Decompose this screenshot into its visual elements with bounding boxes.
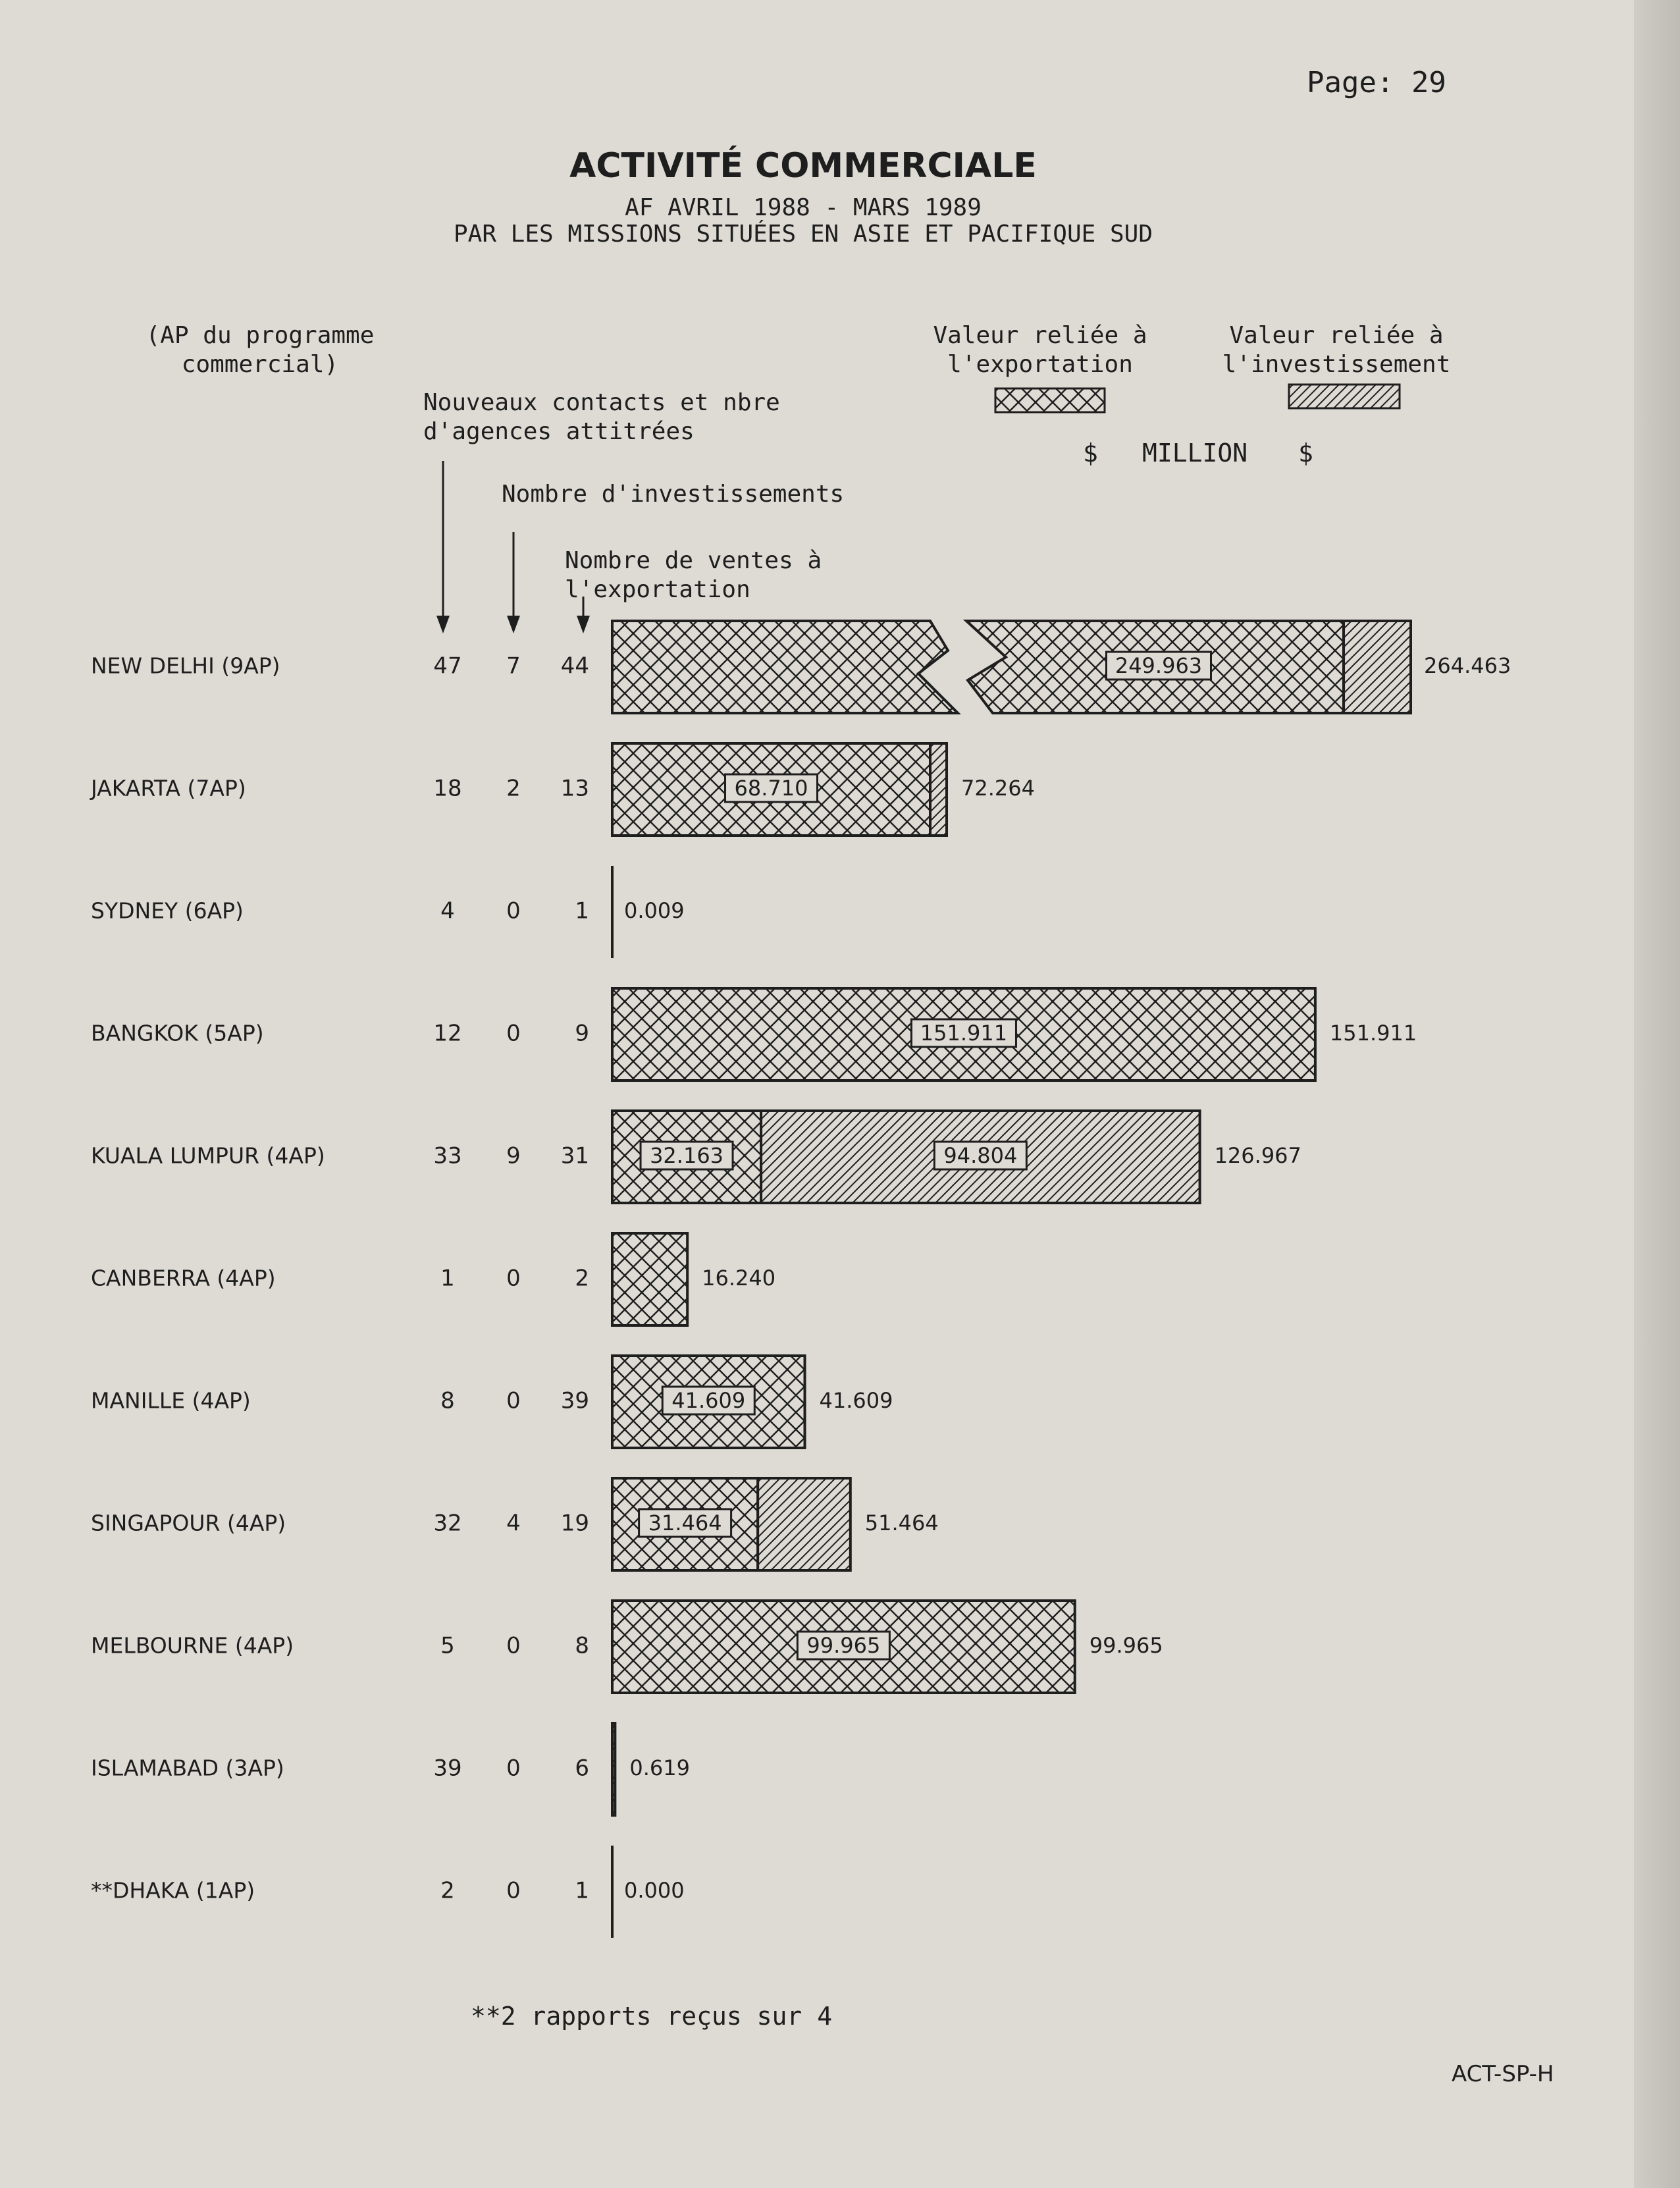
row-label: MANILLE (4AP) [91,1387,251,1414]
total-value-label: 0.619 [629,1755,690,1780]
chart-row [91,1723,690,1815]
total-value-label: 41.609 [819,1388,893,1413]
chart-row [91,1111,1301,1203]
legend-invest-swatch [1289,385,1400,408]
sales-value: 8 [575,1632,589,1659]
units-dollar-right: $ [1298,439,1313,467]
invest-bar [1344,621,1411,713]
investments-value: 0 [506,1877,521,1904]
legend-invest-line1: Valeur reliée à [1229,322,1444,349]
row-label: SYDNEY (6AP) [91,897,244,924]
contacts-value: 39 [433,1755,462,1782]
investments-value: 9 [506,1142,521,1169]
investments-value: 2 [506,775,521,802]
chart-row [91,1846,685,1938]
contacts-arrow [436,461,450,633]
sales-value: 2 [575,1265,589,1292]
export-bar [612,1233,687,1325]
invest-value-label: 94.804 [943,1143,1018,1168]
sales-value: 31 [560,1142,589,1169]
ap-header-line2: commercial) [181,351,339,378]
contacts-value: 8 [440,1387,455,1414]
units-million: MILLION [1142,439,1248,467]
page-number: Page: 29 [1307,66,1446,99]
chart-row [91,1356,893,1448]
total-value-label: 151.911 [1329,1021,1417,1046]
sales-value: 39 [560,1387,589,1414]
investments-value: 0 [506,1265,521,1292]
sales-value: 19 [560,1510,589,1537]
chart-row [91,1478,939,1570]
investments-value: 0 [506,1632,521,1659]
total-value-label: 264.463 [1424,653,1511,678]
invest-bar [930,743,947,836]
contacts-value: 18 [433,775,462,802]
contacts-value: 33 [433,1142,462,1169]
contacts-value: 1 [440,1265,455,1292]
sales-value: 6 [575,1755,589,1782]
row-label: MELBOURNE (4AP) [91,1632,294,1659]
legend-export-line1: Valeur reliée à [933,322,1147,349]
investments-value: 0 [506,1387,521,1414]
contacts-value: 47 [433,653,462,680]
chart-subtitle-period: AF AVRIL 1988 - MARS 1989 [625,194,982,221]
total-value-label: 16.240 [702,1266,776,1291]
total-value-label: 126.967 [1214,1143,1301,1168]
export-bar [612,1723,615,1815]
chart-row [91,1233,775,1325]
sales-value: 1 [575,1877,589,1904]
chart-row [91,988,1417,1081]
contacts-header-line1: Nouveaux contacts et nbre [423,389,780,416]
row-label: BANGKOK (5AP) [91,1020,264,1046]
export-value-label: 31.464 [648,1510,722,1535]
export-value-label: 151.911 [920,1021,1008,1046]
contacts-value: 32 [433,1510,462,1537]
export-value-label: 99.965 [806,1633,881,1658]
investments-value: 4 [506,1510,521,1537]
contacts-value: 2 [440,1877,455,1904]
total-value-label: 51.464 [864,1510,939,1535]
contacts-header-line2: d'agences attitrées [423,418,695,445]
sales-arrow [577,597,590,633]
row-label: **DHAKA (1AP) [91,1877,255,1904]
row-label: NEW DELHI (9AP) [91,653,280,679]
chart-row [91,621,1511,713]
sales-header-line1: Nombre de ventes à [565,547,822,574]
legend-export-swatch [995,388,1105,412]
total-value-label: 0.009 [624,898,685,923]
sales-value: 13 [560,775,589,802]
footnote: **2 rapports reçus sur 4 [471,2002,833,2031]
row-label: ISLAMABAD (3AP) [91,1755,284,1781]
chart-title: ACTIVITÉ COMMERCIALE [569,146,1037,186]
chart-row [91,1601,1163,1693]
footer-code: ACT-SP-H [1452,2061,1554,2087]
export-value-label: 249.963 [1115,653,1203,678]
contacts-value: 5 [440,1632,455,1659]
investments-value: 0 [506,1755,521,1782]
units-dollar-left: $ [1083,439,1098,467]
row-label: KUALA LUMPUR (4AP) [91,1142,325,1169]
total-value-label: 72.264 [961,776,1035,801]
total-value-label: 99.965 [1089,1633,1163,1658]
contacts-value: 12 [433,1020,462,1047]
investments-header: Nombre d'investissements [502,481,845,508]
legend-invest-line2: l'investissement [1222,351,1451,378]
sales-header-line2: l'exportation [565,576,750,603]
contacts-value: 4 [440,897,455,924]
chart-row [91,866,685,958]
invest-bar [758,1478,851,1570]
export-bar-part1 [612,621,958,713]
chart-subtitle-region: PAR LES MISSIONS SITUÉES EN ASIE ET PACIFIQUE SUD [453,221,1153,248]
row-label: JAKARTA (7AP) [91,775,246,801]
export-value-label: 68.710 [734,776,808,801]
export-value-label: 32.163 [650,1143,724,1168]
row-label: CANBERRA (4AP) [91,1265,276,1291]
ap-header-line1: (AP du programme [145,322,375,349]
row-label: SINGAPOUR (4AP) [91,1510,286,1536]
investments-value: 0 [506,897,521,924]
investments-arrow [507,532,520,633]
export-value-label: 41.609 [671,1388,746,1413]
sales-value: 9 [575,1020,589,1047]
investments-value: 7 [506,653,521,680]
total-value-label: 0.000 [624,1878,685,1903]
sales-value: 44 [560,653,589,680]
chart-row [90,743,1035,836]
sales-value: 1 [575,897,589,924]
investments-value: 0 [506,1020,521,1047]
legend-export-line2: l'exportation [947,351,1133,378]
